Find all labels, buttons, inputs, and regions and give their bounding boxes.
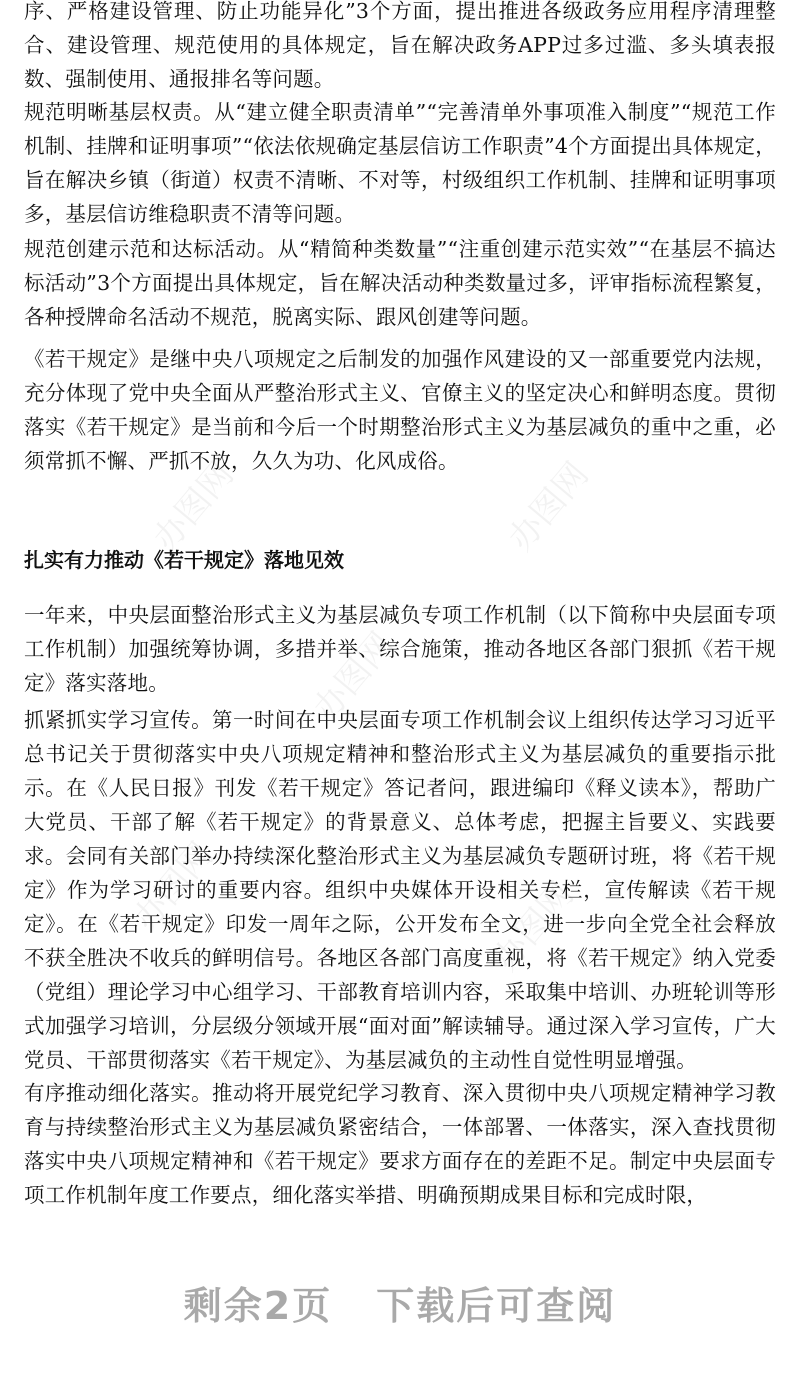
paragraph: 序、严格建设管理、防止功能异化”3个方面，提出推进各级政务应用程序清理整合、建设管理、规范使用的具体规定，旨在解决政务APP过多过滥、多头填表报数、强制使用、通报排名等问题。: [24, 0, 776, 91]
download-to-read-label: 下载后可查阅: [376, 1284, 617, 1328]
paragraph: 规范明晰基层权责。从“建立健全职责清单”“完善清单外事项准入制度”“规范工作机制、挂牌和证明事项”“依法依规确定基层信访工作职责”4个方面提出具体规定，旨在解决乡镇（街道）权责不清晰、不对等，村级组织工作机制、挂牌和证明事项多，基层信访维稳职责不清等问题。: [24, 100, 776, 226]
watermark: 办图网: [500, 454, 597, 559]
paragraph: 《若干规定》是继中央八项规定之后制发的加强作风建设的又一部重要党内法规，充分体现了党中央全面从严整治形式主义、官僚主义的坚定决心和鲜明态度。贯彻落实《若干规定》是当前和今后一个时期整治形式主义为基层减负的重中之重，必须常抓不懈、严抓不放，久久为功、化风成俗。: [24, 347, 776, 473]
watermark: 办图网: [305, 624, 402, 729]
paragraph: 规范创建示范和达标活动。从“精简种类数量”“注重创建示范实效”“在基层不搞达标活动”3个方面提出具体规定，旨在解决活动种类数量过多，评审指标流程繁复，各种授牌命名活动不规范，脱离实际、跟风创建等问题。: [24, 237, 776, 329]
watermark: 办图网: [145, 454, 242, 559]
section-heading: 扎实有力推动《若干规定》落地见效: [24, 548, 344, 572]
watermark: 办图网: [125, 834, 222, 939]
remaining-pages-label: 剩余2页: [183, 1284, 333, 1328]
download-prompt[interactable]: [0, 1275, 800, 1330]
paragraph: 有序推动细化落实。推动将开展党纪学习教育、深入贯彻中央八项规定精神学习教育与持续整治形式主义为基层减负紧密结合，一体部署、一体落实，深入查找贯彻落实中央八项规定精神和《若干规定》要求方面存在的差距不足。制定中央层面专项工作机制年度工作要点，细化落实举措、明确预期成果目标和完成时限，: [24, 1081, 776, 1207]
paragraph: 一年来，中央层面整治形式主义为基层减负专项工作机制（以下简称中央层面专项工作机制）加强统筹协调，多措并举、综合施策，推动各地区各部门狠抓《若干规定》落实落地。: [24, 603, 776, 695]
paragraph: 抓紧抓实学习宣传。第一时间在中央层面专项工作机制会议上组织传达学习习近平总书记关于贯彻落实中央八项规定精神和整治形式主义为基层减负的重要指示批示。在《人民日报》刊发《若干规定》答记者问，跟进编印《释义读本》，帮助广大党员、干部了解《若干规定》的背景意义、总体考虑，把握主旨要义、实践要求。会同有关部门举办持续深化整治形式主义为基层减负专题研讨班，将《若干规定》作为学习研讨的重要内容。组织中央媒体开设相关专栏，宣传解读《若干规定》。在《若干规定》印发一周年之际，公开发布全文，进一步向全党全社会释放不获全胜决不收兵的鲜明信号。各地区各部门高度重视，将《若干规定》纳入党委（党组）理论学习中心组学习、干部教育培训内容，采取集中培训、办班轮训等形式加强学习培训，分层级分领域开展“面对面”解读辅导。通过深入学习宣传，广大党员、干部贯彻落实《若干规定》、为基层减负的主动性自觉性明显增强。: [24, 708, 776, 1072]
watermark: 办图网: [485, 874, 582, 979]
